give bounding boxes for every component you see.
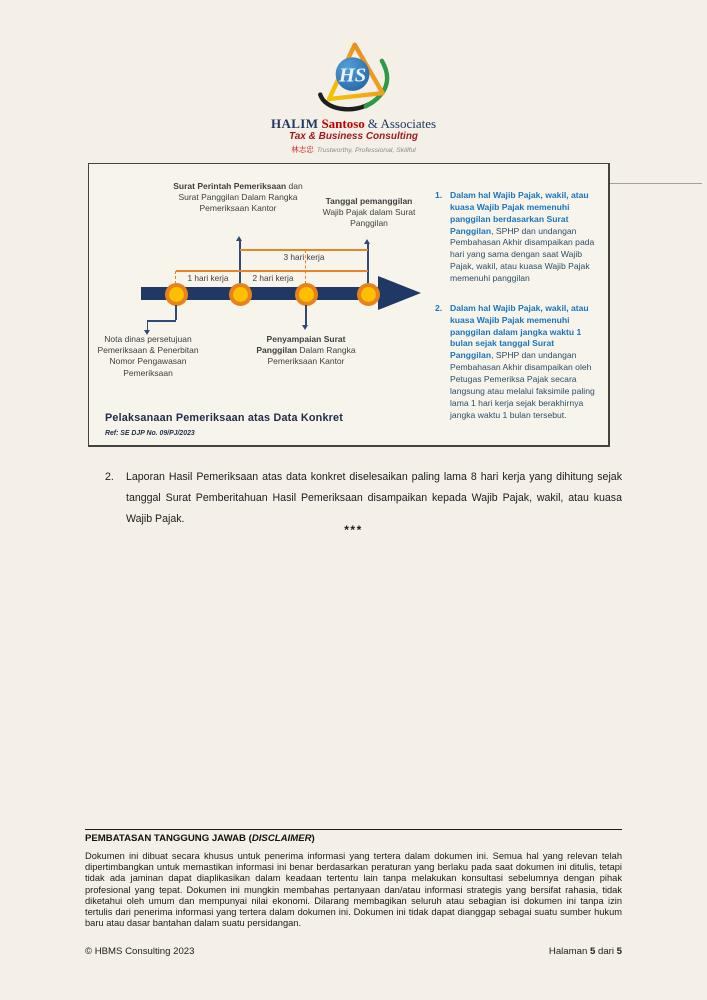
note-text (450, 190, 599, 285)
company-name-halim: HALIM (270, 116, 319, 131)
label-surat-perintah (171, 181, 305, 215)
company-name-santoso: Santoso (321, 116, 365, 131)
numbered-paragraph (105, 467, 622, 530)
paragraph-number: 2. (105, 471, 114, 483)
note-text-bold: Dalam hal Wajib Pajak, wakil, atau kuasa Wajib Pajak memenuhi panggilan berdasarkan Surat Panggilan (450, 190, 589, 236)
connector-elbow-line (175, 305, 177, 320)
footer-page-number (549, 946, 622, 957)
company-chinese-name: 林志忠 (291, 145, 314, 154)
label-nota-dinas (94, 334, 202, 379)
note-text-rest: , SPHP dan undangan Pembahasan Akhir disampaikan pada hari yang sama dengan saat Wajib Pajak, wakil, atau kuasa Wajib Pajak memenuhi panggilan (450, 225, 595, 284)
page-footer (85, 946, 622, 957)
company-logo (244, 40, 464, 155)
note-text (450, 303, 599, 422)
duration-3-hari-kerja: 3 hari kerja (283, 252, 325, 262)
connector-line (305, 305, 307, 325)
footer-copyright: © HBMS Consulting 2023 (85, 946, 195, 957)
company-tagline-row (244, 144, 464, 155)
notes-column (435, 190, 599, 439)
label-nota-dinas-text: Nota dinas persetujuan Pemeriksaan & Penerbitan Nomor Pengawasan Pemeriksaan (97, 334, 199, 378)
connector-elbow-line (147, 320, 149, 330)
milestone-dot (229, 283, 252, 306)
milestone-dot (357, 283, 380, 306)
note-number: 2. (435, 302, 443, 313)
company-name (244, 117, 464, 130)
disclaimer-title-close: ) (311, 833, 315, 844)
milestone-dot (295, 283, 318, 306)
note-item-2 (435, 303, 599, 422)
company-subtitle: Tax & Business Consulting (288, 131, 419, 142)
footer-page-of: dari (597, 946, 614, 957)
label-surat-perintah-bold: Surat Perintah Pemeriksaan (173, 181, 287, 191)
diagram-title: Pelaksanaan Pemeriksaan atas Data Konkret (105, 412, 344, 424)
note-text-bold: Dalam hal Wajib Pajak, wakil, atau kuasa Wajib Pajak memenuhi panggilan dalam jangka waktu 1 bulan sejak tanggal Surat Panggilan (450, 302, 589, 361)
bracket-line-3-hari (240, 249, 368, 251)
company-name-associates: & Associates (367, 116, 437, 131)
logo-graphic-icon (310, 40, 398, 114)
duration-2-hari-kerja: 2 hari kerja (252, 273, 294, 283)
disclaimer-section (85, 829, 622, 929)
table-gridline (610, 183, 702, 184)
paragraph-text: Laporan Hasil Pemeriksaan atas data konkret diselesaikan paling lama 8 hari kerja yang dihitung sejak tanggal Surat Pemberitahuan Hasil Pemeriksaan disampaikan kepada Wajib Pajak, wakil, atau kuasa Wajib Pajak. (126, 471, 622, 525)
diagram-panel (88, 163, 610, 447)
timeline-arrowhead-icon (378, 276, 421, 310)
footer-page-current: 5 (589, 946, 596, 957)
connector-arrow-down-icon (302, 325, 308, 330)
logo-monogram: HS (338, 64, 366, 87)
label-tanggal-pemanggilan-bold: Tanggal pemanggilan (325, 196, 413, 206)
note-number: 1. (435, 190, 443, 200)
note-item-1 (435, 190, 599, 285)
footer-page-label: Halaman (548, 946, 588, 957)
milestone-dot (165, 283, 188, 306)
label-penyampaian-surat-rest: Dalam Rangka Pemeriksaan Kantor (267, 345, 356, 367)
diagram-reference: Ref: SE DJP No. 09/PJ/2023 (105, 430, 195, 437)
footer-page-total: 5 (616, 946, 622, 957)
label-penyampaian-surat (252, 334, 360, 368)
note-text-rest: , SPHP dan undangan Pembahasan Akhir disampaikan oleh Petugas Pemeriksa Pajak secara langsung atau melalui faksimile paling lama 1 hari kerja sejak berakhirnya jangka waktu 1 bulan tersebut. (450, 350, 595, 420)
label-surat-perintah-rest: dan Surat Panggilan Dalam Rangka Pemeriksaan Kantor (178, 181, 303, 214)
label-tanggal-pemanggilan-rest: Wajib Pajak dalam Surat Panggilan (322, 207, 416, 229)
section-separator: *** (344, 523, 363, 537)
disclaimer-title-italic: DISCLAIMER (251, 833, 312, 844)
connector-elbow-line (147, 320, 176, 322)
label-penyampaian-surat-bold: Penyampaian Surat Panggilan (256, 334, 346, 356)
disclaimer-body: Dokumen ini dibuat secara khusus untuk penerima informasi yang tertera dalam dokumen ini. Semua hal yang relevan telah dipertimbangkan untuk memastikan informasi ini benar berdasarkan peraturan yang berlaku pada saat dokumen ini ditulis, tetapi tidak ada jaminan dapat diaplikasikan dalam keadaan tertentu lain tanpa melakukan konsultasi sebelumnya dengan pihak profesional yang tepat. Dokumen ini mungkin membahas pertanyaan dan/atau informasi strategis yang bersifat rahasia, tidak diketahui oleh umum dan mempunyai nilai ekonomi. Dilarang membagikan seluruh atau sebagian isi dokumen ini tanpa izin tertulis dari penerima informasi yang tertera dalam dokumen ini. Dokumen ini tidak dapat dianggap sebagai suatu sumber hukum baru atau dasar bantahan dalam suatu persidangan. (85, 851, 622, 929)
disclaimer-title-main: PEMBATASAN TANGGUNG JAWAB ( (85, 833, 252, 844)
label-tanggal-pemanggilan (317, 196, 421, 230)
duration-1-hari-kerja: 1 hari kerja (187, 273, 229, 283)
bracket-line-1-2-hari (176, 270, 368, 272)
company-tagline: Trustworthy, Professional, Skillful (316, 147, 416, 154)
disclaimer-title (85, 833, 622, 844)
